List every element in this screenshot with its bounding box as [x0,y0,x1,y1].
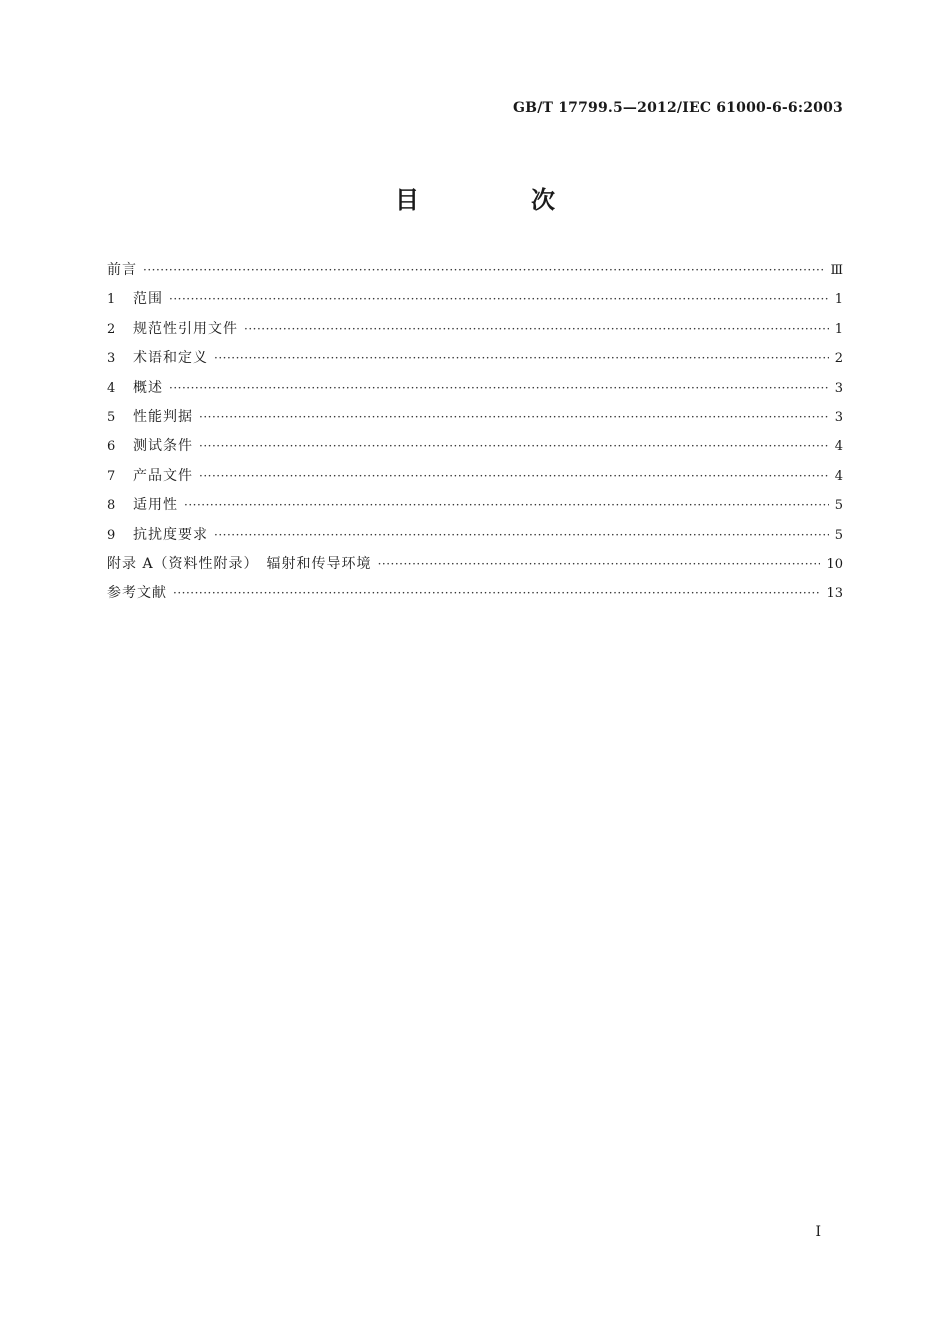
toc-entry-title: 参考文献 [107,585,167,602]
toc-entry-page: 3 [834,380,843,396]
toc-entry-page: 3 [834,409,843,425]
toc-entry-title: 抗扰度要求 [133,526,208,543]
toc-entry-page: 13 [826,586,843,602]
toc-entry-page: 1 [834,321,843,337]
toc-entry-page: 1 [834,292,843,308]
toc-entry-number: 7 [107,468,116,484]
toc-entry-number: 2 [107,321,116,337]
toc-entry-overview[interactable] [107,377,843,406]
toc-entry-foreword[interactable] [107,259,843,288]
toc-entry-page: 5 [834,498,843,514]
standard-code: GB/T 17799.5—2012/IEC 61000-6-6:2003 [513,100,843,116]
toc-leader-dots [143,263,824,277]
toc-entry-title: 术语和定义 [133,350,208,367]
toc-entry-number: 4 [107,380,116,396]
toc-entry-number: 6 [107,439,116,455]
toc-leader-dots [214,528,829,542]
toc-entry-performance-criteria[interactable] [107,406,843,435]
toc-entry-scope[interactable] [107,288,843,317]
toc-entry-product-documentation[interactable] [107,465,843,494]
toc-entry-applicability[interactable] [107,494,843,523]
toc-leader-dots [173,586,820,600]
toc-leader-dots [244,322,829,336]
toc-entry-number: 3 [107,351,116,367]
toc-leader-dots [378,557,821,571]
toc-leader-dots [199,469,829,483]
toc-entry-page: 10 [826,556,843,572]
toc-entry-number: 1 [107,292,116,308]
toc-entry-number: 9 [107,527,116,543]
toc-leader-dots [184,498,829,512]
toc-leader-dots [199,410,829,424]
toc-entry-title: 测试条件 [133,438,193,455]
toc-entry-title: 范围 [133,291,163,308]
toc-entry-bibliography[interactable] [107,582,843,611]
toc-leader-dots [214,351,829,365]
toc-entry-terms-definitions[interactable] [107,347,843,376]
toc-entry-title: 附录 A（资料性附录） 辐射和传导环境 [107,555,372,572]
toc-entry-page: 5 [834,527,843,543]
toc-leader-dots [169,292,829,306]
toc-entry-title: 适用性 [133,497,178,514]
toc-entry-page: 4 [834,439,843,455]
standard-code-header [513,100,843,116]
toc-entry-page: 4 [834,468,843,484]
toc-entry-page: Ⅲ [830,263,843,278]
toc-entry-number: 8 [107,498,116,514]
toc-entry-title: 概述 [133,379,163,396]
toc-entry-test-conditions[interactable] [107,435,843,464]
page-number: Ⅰ [815,1224,821,1240]
toc-entry-title: 产品文件 [133,467,193,484]
toc-entry-annex-a[interactable] [107,553,843,582]
toc-entry-immunity-requirements[interactable] [107,524,843,553]
toc-entry-title: 前言 [107,262,137,278]
toc-leader-dots [199,439,829,453]
toc-entry-page: 2 [834,351,843,367]
toc-leader-dots [169,381,829,395]
toc-entry-title: 性能判据 [133,408,193,425]
toc-entry-number: 5 [107,409,116,425]
page-title: 目 次 [395,186,599,214]
table-of-contents [107,259,843,612]
toc-entry-normative-references[interactable] [107,318,843,347]
toc-entry-title: 规范性引用文件 [133,320,238,337]
